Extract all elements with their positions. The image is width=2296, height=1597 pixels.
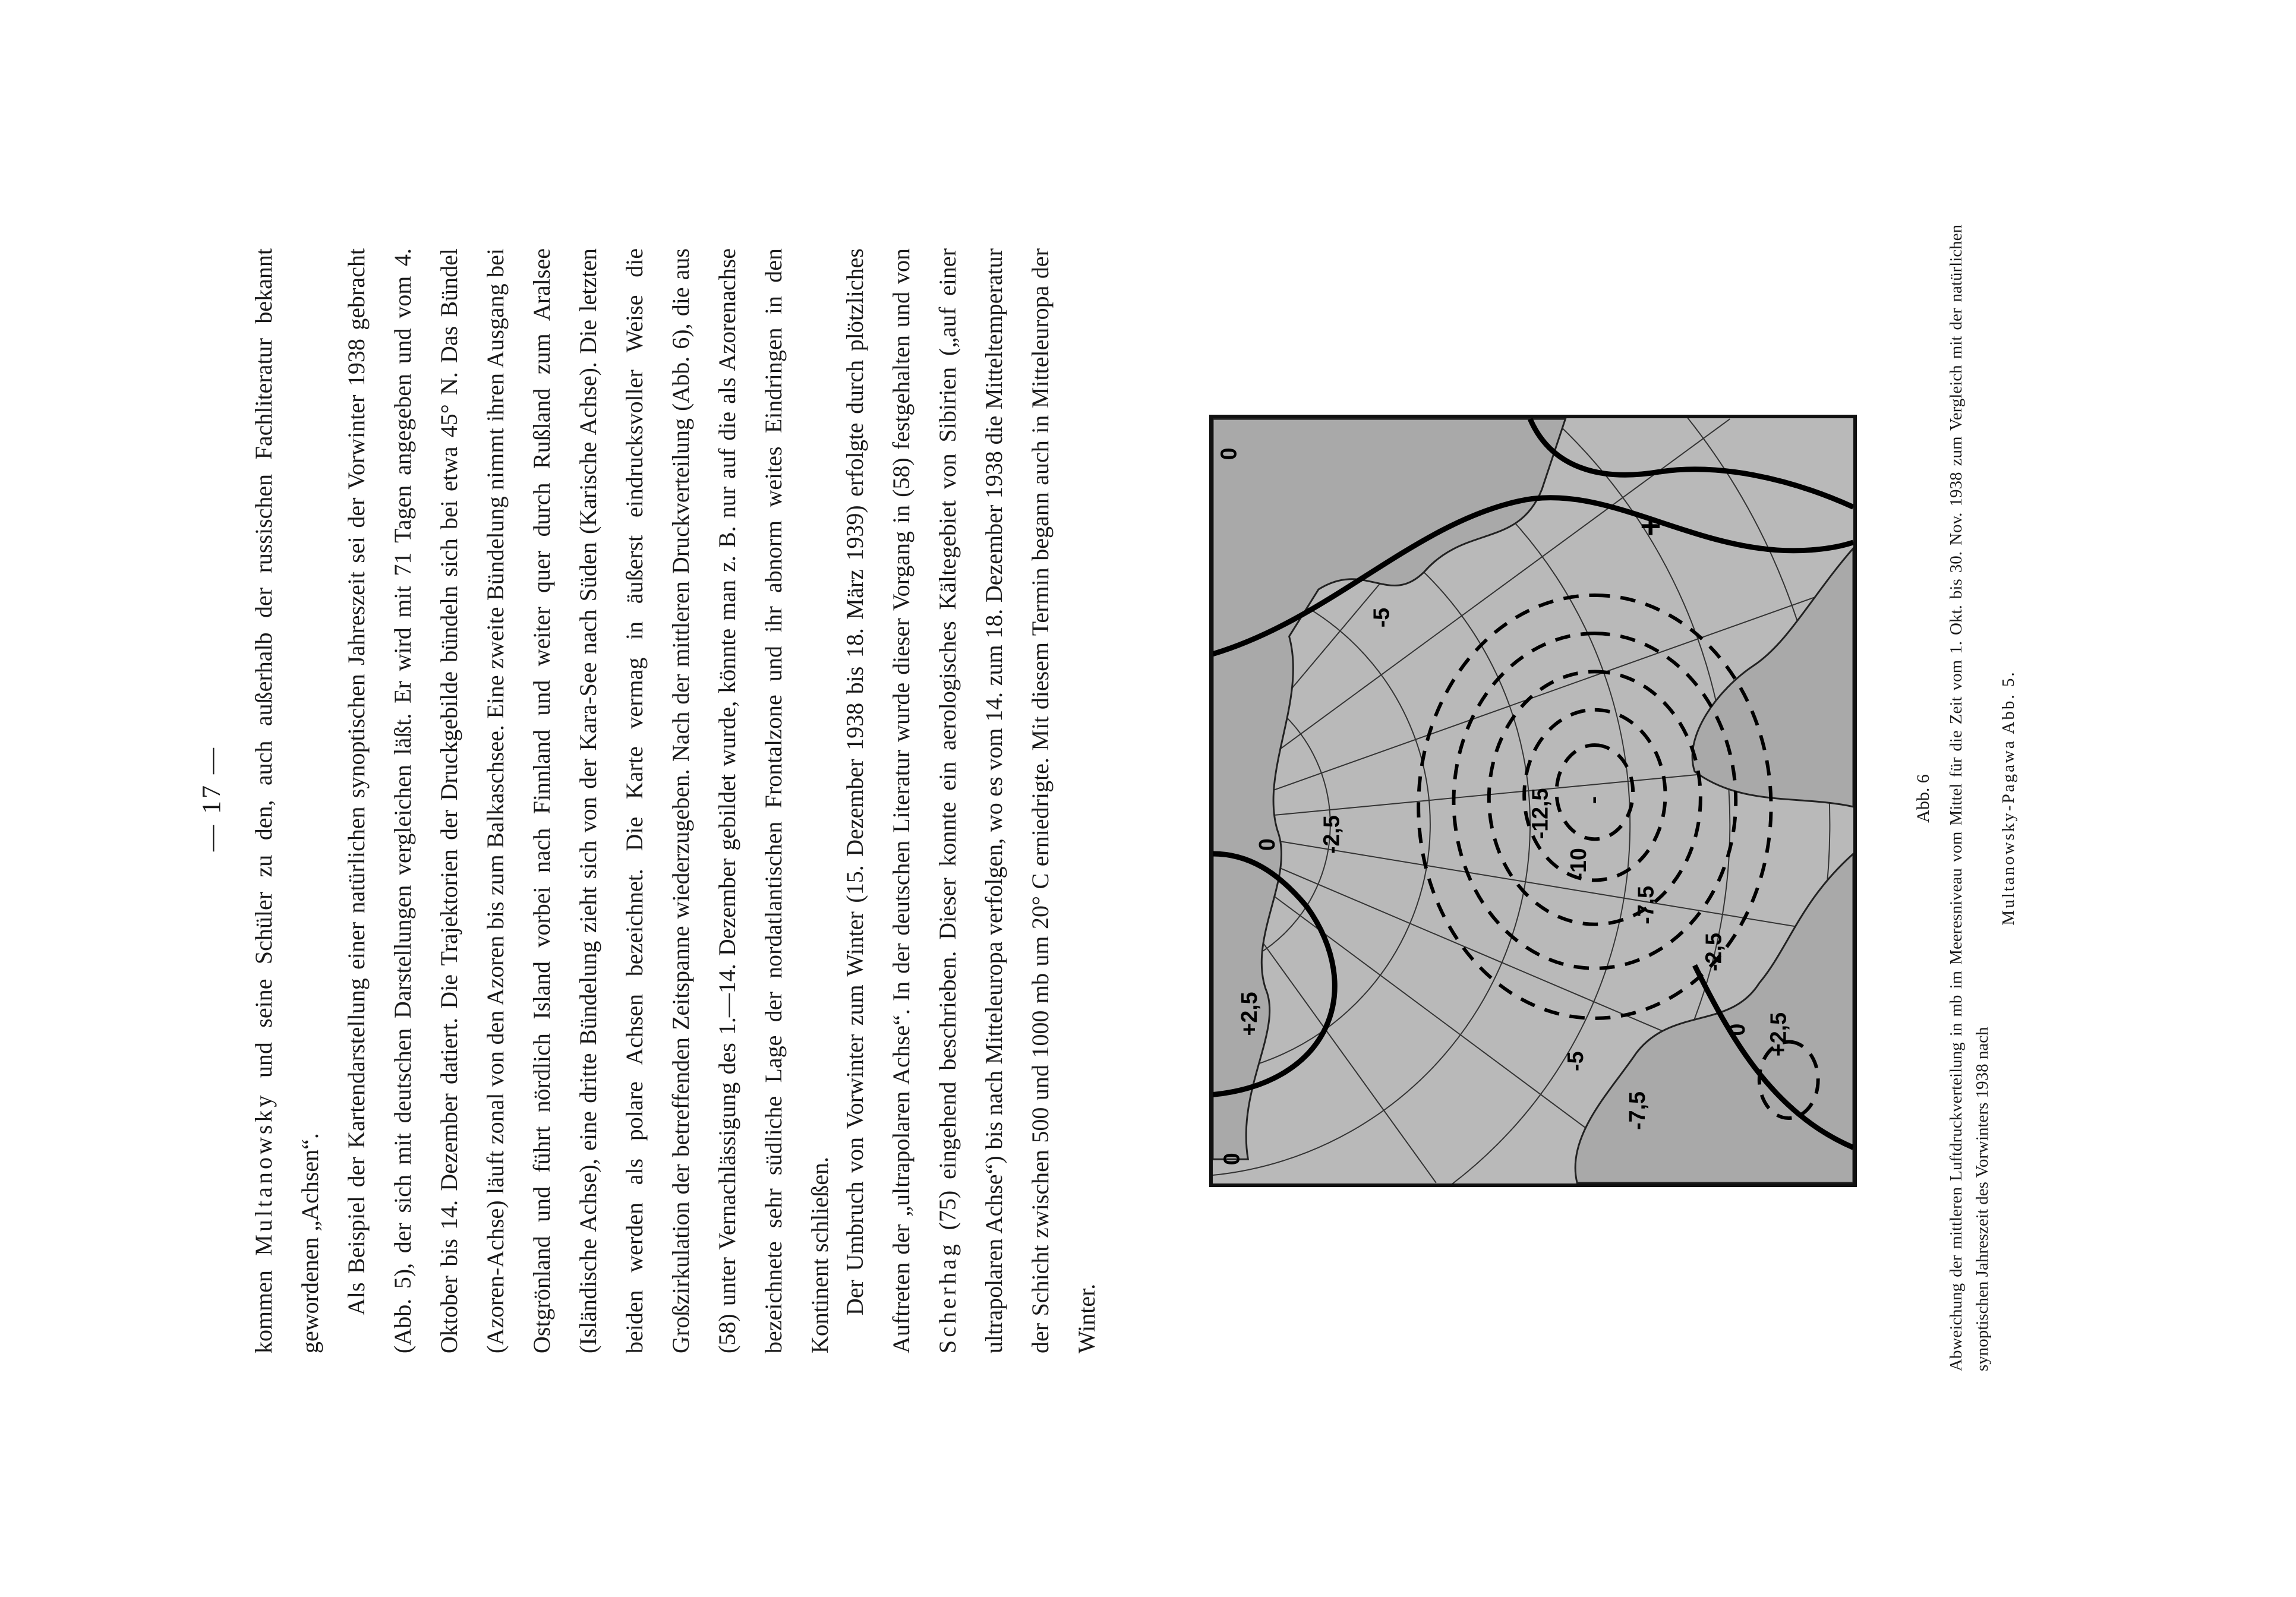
paragraph-text: Der Umbruch von Vorwinter zum Winter (15. Dezember 1938 bis 18. März 1939) erfolgte durch plötzliches Auftreten der „ultrapolaren Achse“. In der deutschen Literatur wurde dieser Vorgang in (58) festgehalten und von [841, 248, 914, 1353]
isobar-label: 0 [1216, 447, 1241, 460]
paragraph-example: Als Beispiel der Kartendarstellung einer natürlichen synoptischen Jahreszeit sei der Vorwinter 1938 gebracht (Abb. 5), der sich mit deutschen Darstellungen vergleichen läßt. Er wird mit 71 Tagen angegeben und vom 4. Oktober bis 14. Dezember datiert. Die Trajektorien der Druckgebilde bündeln sich bei etwa 45° N. Das Bündel (Azoren-Achse) läuft zonal von den Azoren bis zum Balkaschsee. Eine zweite Bündelung nimmt ihren Ausgang bei Ostgrönland und führt nördlich Island vorbei nach Finnland und weiter quer durch Rußland zum Aralsee (Isländische Achse), eine dritte Bündelung zieht sich von der Kara-See nach Süden (Karische Achse). Die letzten beiden werden als polare Achsen bezeichnet. Die Karte vermag in äußerst eindrucksvoller Weise die Großzirkulation der betreffenden Zeitspanne wiederzugeben. Nach der mittleren Druckverteilung (Abb. 6), die aus (58) unter Vernachlässigung des 1.—14. Dezember gebildet wurde, könnte man z. B. nur auf die als Azorenachse bezeichnete sehr südliche Lage der nordatlantischen Frontalzone und ihr abnorm weites Eindringen in den Kontinent schließen. [343, 248, 833, 1353]
isobar-label: -12,5 [1527, 788, 1553, 839]
isobar-label: -7,5 [1624, 1091, 1650, 1130]
paragraph-continuation [241, 248, 333, 1353]
isobar-label: -5 [1563, 1051, 1588, 1071]
paragraph-text: kommen [250, 1255, 277, 1353]
caption-credit: Multanowsky-Pagawa Abb. 5. [1999, 670, 2018, 926]
page-number: — 17 — [197, 746, 226, 851]
author-name: Multanowsky [250, 1092, 277, 1256]
isobar-label: 0 [1219, 1153, 1244, 1166]
isobar-label: -5 [1368, 607, 1394, 628]
isobar-label: +2,5 [1237, 992, 1262, 1036]
caption-text: Abweichung der mittleren Luftdruckverteilung in mb im Meeresniveau vom Mittel für die Zeit vom 1. Okt. bis 30. Nov. 1938 zum Vergleich mit der natürlichen synoptischen Jahreszeit des Vorwinters 1938 nach [1947, 225, 1992, 1371]
figure-caption [1943, 225, 2021, 1371]
isobar-label: +2,5 [1765, 1012, 1791, 1057]
isobar-label: + [1630, 516, 1670, 536]
figure-label: Abb. 6 [1913, 774, 1933, 823]
isobar-label: - [1580, 796, 1606, 804]
text-block-upper [241, 248, 843, 1353]
isobar-label: -7,5 [1633, 885, 1658, 924]
isobar-label: 0 [1724, 1023, 1750, 1036]
isobar-label: -2,5 [1701, 933, 1726, 971]
paragraph-umbruch [832, 248, 1110, 1353]
paragraph-text: (75) eingehend beschrieben. Dieser konnte ein aerologisches Kältegebiet von Sibirien („auf einer ultrapolaren Achse“) bis nach Mitteleuropa verfolgen, wo es vom 14. zum 18. Dezember 1938 die Mitteltemperatur der Schicht zwischen 500 und 1000 mb um 20° C erniedrigte. Mit diesem Termin begann auch in Mitteleuropa der Winter. [934, 248, 1100, 1353]
isobar-label: 0 [1254, 838, 1279, 851]
paragraph-text: und seine Schüler zu den, auch außerhalb der russischen Fachliteratur bekannt gewordenen „Achsen“. [250, 248, 323, 1353]
map-graphic [1213, 418, 1853, 1183]
isobar-label: -10 [1566, 848, 1591, 880]
author-name: Scherhag [934, 1241, 961, 1353]
isobar-label: -2,5 [1319, 815, 1344, 854]
text-block-lower [832, 248, 1110, 1353]
pressure-anomaly-map [1209, 415, 1857, 1187]
